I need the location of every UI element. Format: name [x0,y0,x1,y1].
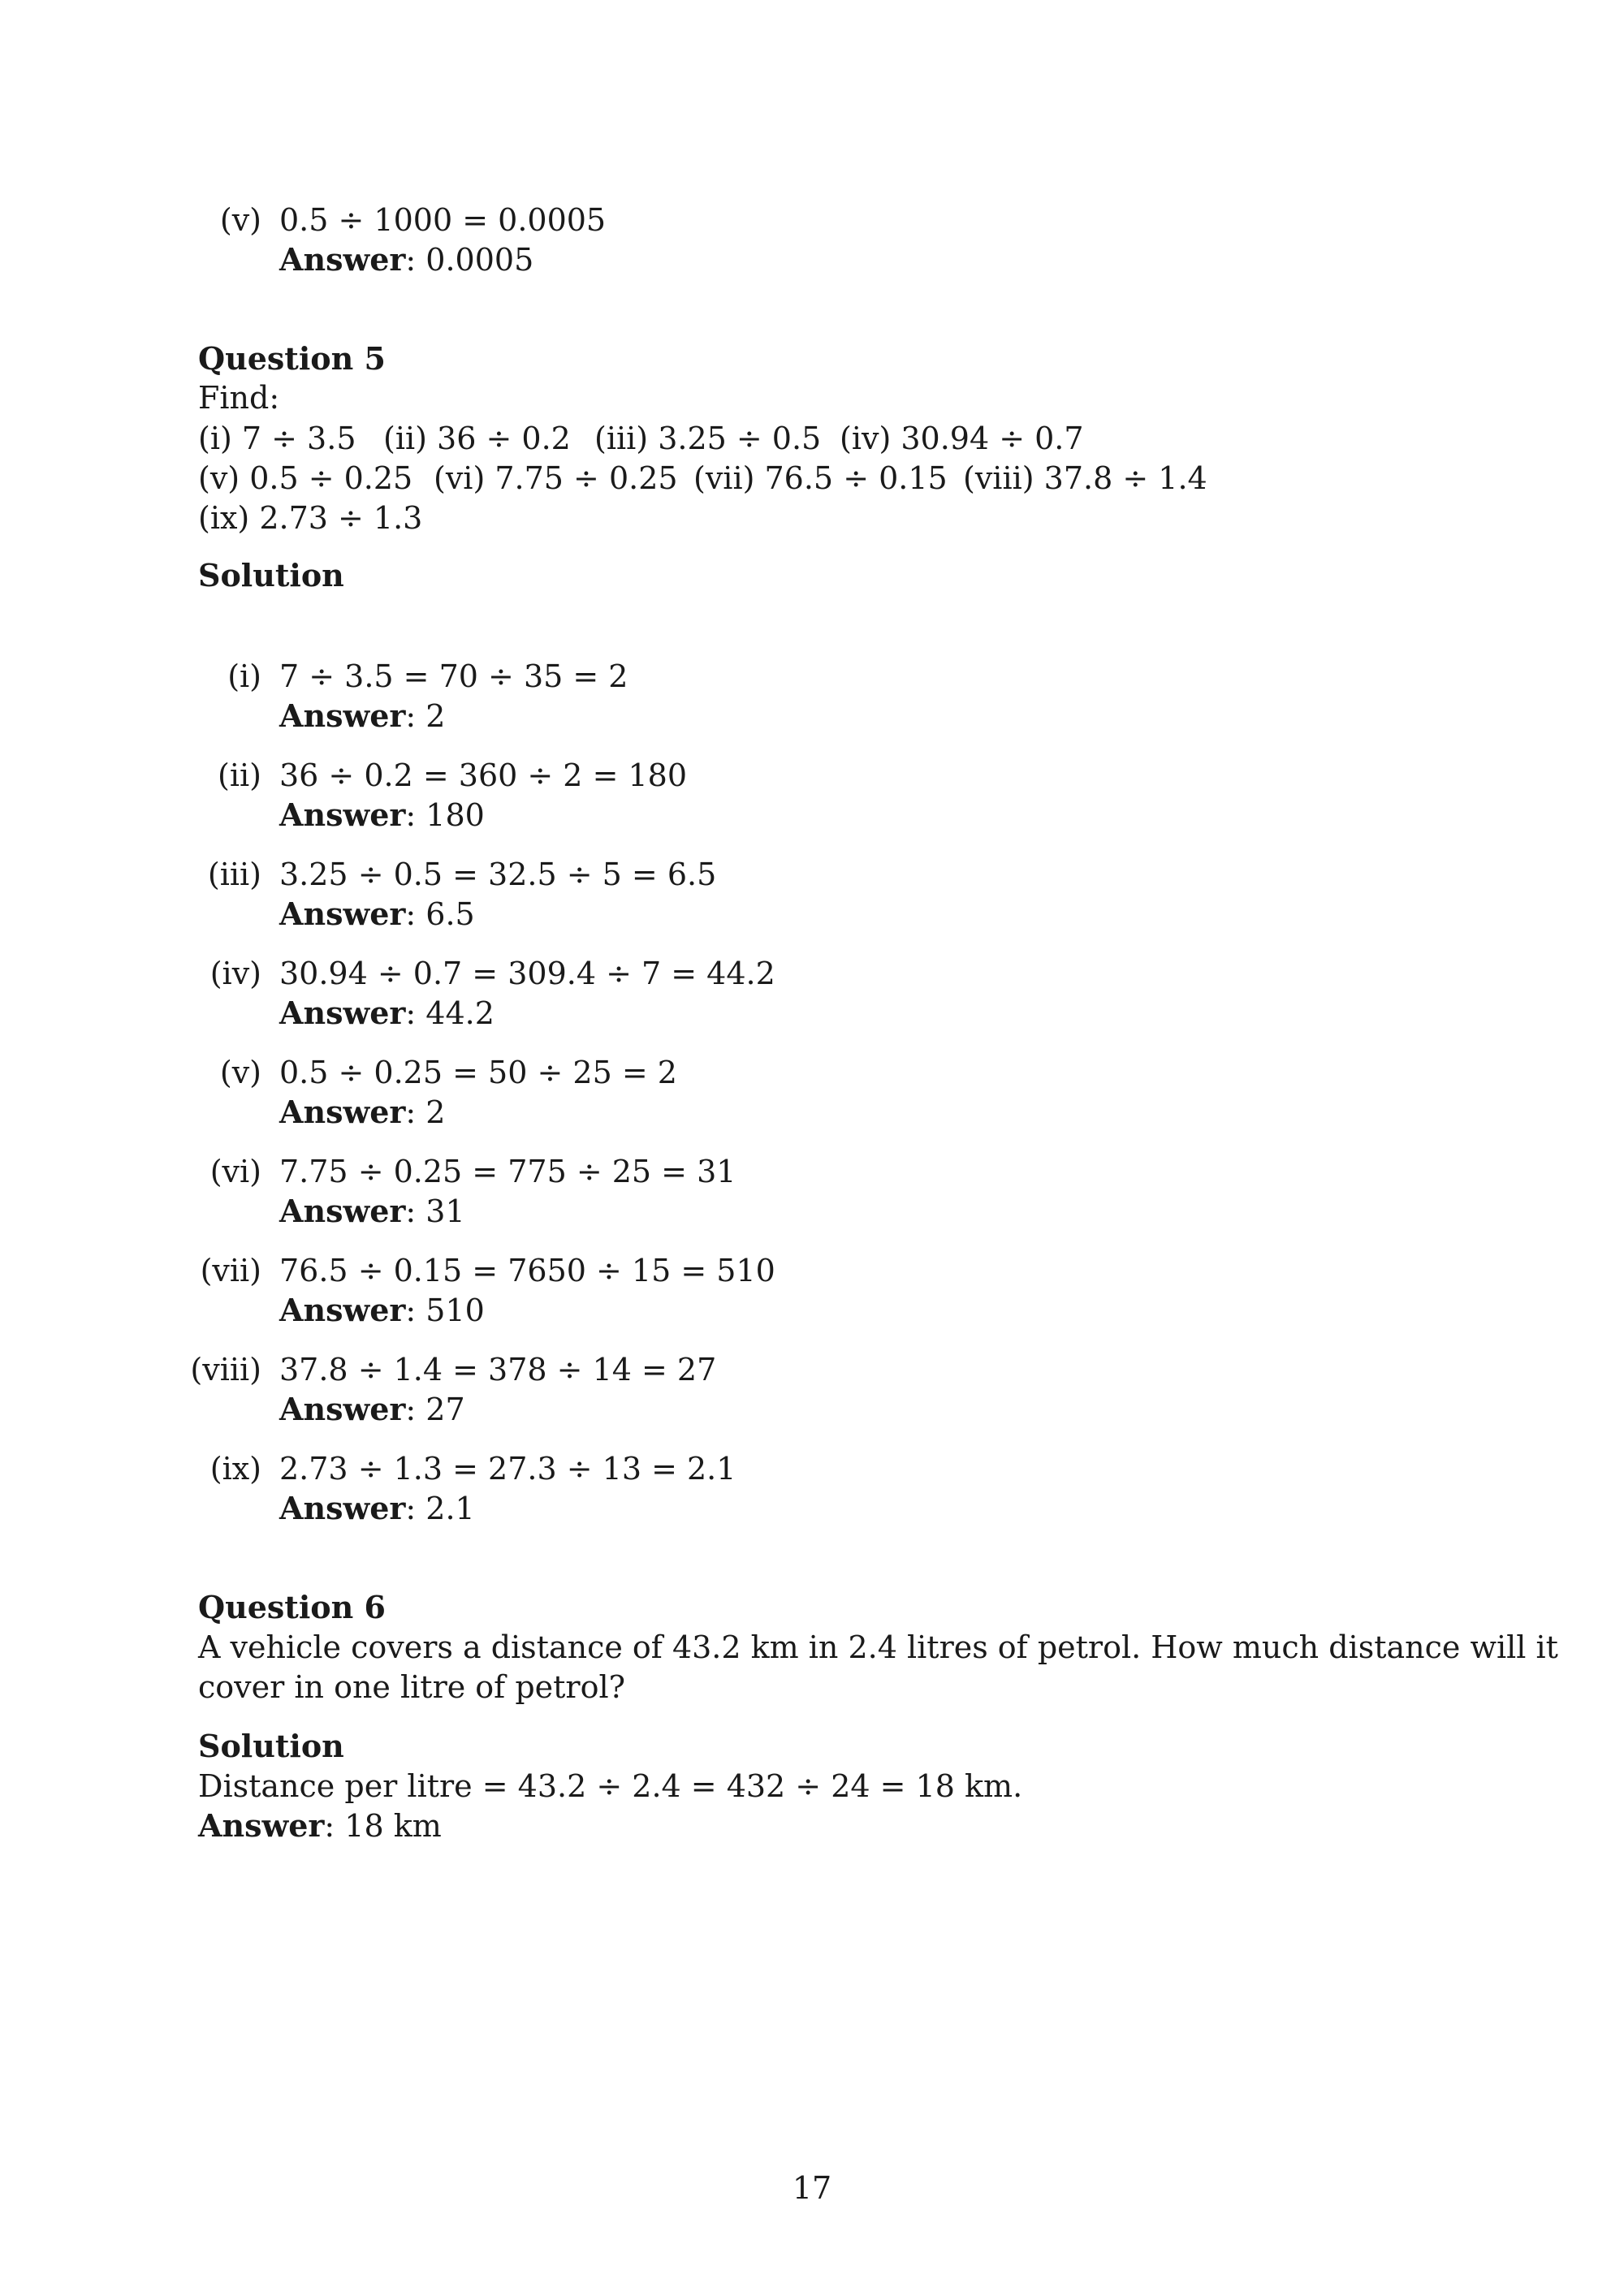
answer-value: : 0.0005 [405,242,534,278]
question6-solution-line: Distance per litre = 43.2 ÷ 2.4 = 432 ÷ 24 = 18 km. [198,1768,1023,1804]
prev-item-equation: 0.5 ÷ 1000 = 0.0005 [279,202,607,238]
answer-label: Answer [279,241,406,278]
solution-answer [279,1489,475,1528]
solution-equation: 3.25 ÷ 0.5 = 32.5 ÷ 5 = 6.5 [279,857,717,892]
solution-equation: 0.5 ÷ 0.25 = 50 ÷ 25 = 2 [279,1055,677,1090]
solution-label: (viii) [190,1352,261,1388]
question6-text-line2: cover in one litre of petrol? [198,1669,625,1705]
solution-answer [279,994,495,1033]
solution-equation: 30.94 ÷ 0.7 = 309.4 ÷ 7 = 44.2 [279,956,775,991]
answer-label: Answer [279,1490,406,1526]
solution-answer [279,1291,485,1330]
solution-equation: 37.8 ÷ 1.4 = 378 ÷ 14 = 27 [279,1352,717,1388]
q5-part-i: (i) 7 ÷ 3.5 [198,421,356,456]
q5-part-viii: (viii) 37.8 ÷ 1.4 [963,460,1207,496]
answer-value: : 180 [405,797,485,833]
answer-label: Answer [279,1193,406,1229]
q5-part-v: (v) 0.5 ÷ 0.25 [198,460,413,496]
question6-solution-heading: Solution [198,1728,344,1764]
answer-value: : 31 [405,1193,465,1229]
solution-label: (ii) [218,757,261,793]
prev-item-label: (v) [219,202,261,238]
answer-value: : 44.2 [405,995,495,1031]
solution-label: (ix) [209,1451,261,1487]
question6-answer [198,1806,442,1845]
answer-label: Answer [279,697,406,734]
answer-label: Answer [279,1292,406,1328]
question6-heading: Question 6 [198,1589,386,1625]
solution-answer [279,1390,465,1429]
q5-part-ii: (ii) 36 ÷ 0.2 [383,421,571,456]
q5-part-vi: (vi) 7.75 ÷ 0.25 [434,460,678,496]
answer-value: : 2 [405,1094,446,1130]
answer-value: : 2.1 [405,1491,475,1526]
solution-label: (vi) [209,1154,261,1189]
q5-part-vii: (vii) 76.5 ÷ 0.15 [693,460,948,496]
question6-text-line1: A vehicle covers a distance of 43.2 km in 2.4 litres of petrol. How much distance will it [198,1629,1558,1665]
solution-answer [279,796,485,835]
solution-answer [279,1192,465,1231]
answer-value: : 27 [405,1392,465,1427]
question5-solution-heading: Solution [198,557,344,593]
answer-value: : 2 [405,698,446,734]
answer-label: Answer [279,796,406,833]
answer-label: Answer [198,1807,325,1844]
prev-item-answer [279,240,533,279]
solution-equation: 7 ÷ 3.5 = 70 ÷ 35 = 2 [279,658,628,694]
question5-heading: Question 5 [198,340,386,377]
answer-label: Answer [279,1094,406,1130]
solution-answer [279,697,445,736]
solution-label: (vii) [200,1253,261,1288]
solution-equation: 2.73 ÷ 1.3 = 27.3 ÷ 13 = 2.1 [279,1451,736,1487]
solution-equation: 76.5 ÷ 0.15 = 7650 ÷ 15 = 510 [279,1253,775,1288]
answer-value: : 6.5 [405,896,475,932]
solution-equation: 36 ÷ 0.2 = 360 ÷ 2 = 180 [279,757,688,793]
q5-part-iii: (iii) 3.25 ÷ 0.5 [594,421,822,456]
answer-value: : 510 [405,1293,485,1328]
q5-part-ix: (ix) 2.73 ÷ 1.3 [198,500,423,536]
page-number: 17 [792,2170,832,2206]
question5-prompt: Find: [198,380,280,416]
answer-value: : 18 km [324,1808,442,1844]
solution-equation: 7.75 ÷ 0.25 = 775 ÷ 25 = 31 [279,1154,736,1189]
q5-part-iv: (iv) 30.94 ÷ 0.7 [840,421,1084,456]
solution-answer [279,1093,445,1132]
solution-answer [279,895,475,934]
solution-label: (i) [227,658,261,694]
solution-label: (v) [219,1055,261,1090]
solution-label: (iv) [209,956,261,991]
solution-label: (iii) [207,857,261,892]
answer-label: Answer [279,995,406,1031]
answer-label: Answer [279,1391,406,1427]
answer-label: Answer [279,896,406,932]
